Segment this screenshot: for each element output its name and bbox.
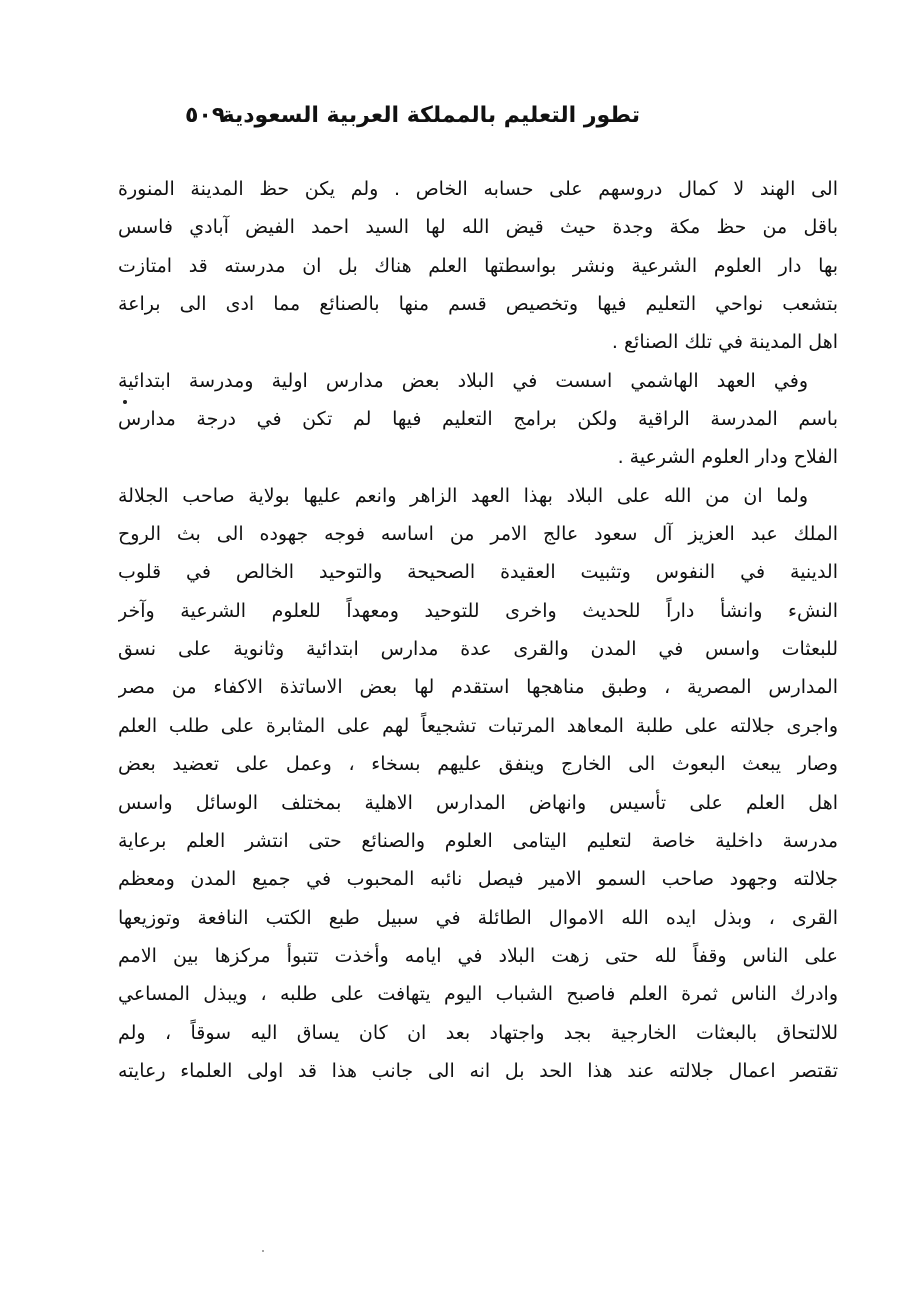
text-line: الملك عبد العزيز آل سعود عالج الامر من اساسه فوجه جهوده الى بث الروح: [118, 523, 838, 546]
text-line: اهل المدينة في تلك الصنائع .: [611, 331, 838, 354]
page-number: ٥٠٩: [185, 103, 226, 128]
text-line: القرى ، وبذل ايده الله الاموال الطائلة في سبيل طبع الكتب النافعة وتوزيعها: [118, 906, 838, 929]
text-line: بها دار العلوم الشرعية ونشر بواسطتها العلم هناك بل ان مدرسته قد امتازت: [118, 254, 838, 277]
scan-speck: [262, 1250, 264, 1252]
text-line: النشء وانشأ داراً للحديث واخرى للتوحيد ومعهداً للعلوم الشرعية وآخر: [118, 599, 838, 622]
text-line: وادرك الناس ثمرة العلم فاصبح الشباب اليوم يتهافت على طلبه ، ويبذل المساعي: [118, 983, 838, 1006]
text-line: الى الهند لا كمال دروسهم على حسابه الخاص . ولم يكن حظ المدينة المنورة: [118, 178, 838, 200]
text-line: باسم المدرسة الراقية ولكن برامج التعليم فيها لم تكن في درجة مدارس: [118, 408, 838, 431]
running-title: تطور التعليم بالمملكة العربية السعودية: [221, 103, 640, 128]
text-line: اهل العلم على تأسيس وانهاض المدارس الاهلية بمختلف الوسائل واسس: [118, 791, 838, 814]
text-line: للبعثات واسس في المدن والقرى عدة مدارس ابتدائية وثانوية على نسق: [118, 638, 838, 661]
text-line: المدارس المصرية ، وطبق مناهجها استقدم لها بعض الاساتذة الاكفاء من مصر: [118, 676, 838, 699]
page-header: [185, 100, 640, 140]
body-text: [118, 170, 838, 1090]
text-line: مدرسة داخلية خاصة لتعليم اليتامى العلوم والصنائع حتى انتشر العلم برعاية: [118, 829, 838, 852]
text-line: جلالته وجهود صاحب السمو الامير فيصل نائبه المحبوب في جميع المدن ومعظم: [118, 868, 838, 891]
text-line: بتشعب نواحي التعليم فيها وتخصيص قسم منها بالصنائع مما ادى الى براعة: [118, 293, 838, 316]
text-line: ولما ان من الله على البلاد بهذا العهد الزاهر وانعم عليها بولاية صاحب الجلالة: [118, 484, 808, 507]
scan-speck: [123, 400, 127, 404]
text-line: وفي العهد الهاشمي اسست في البلاد بعض مدارس اولية ومدرسة ابتدائية: [118, 369, 808, 392]
text-line: الدينية في النفوس وتثبيت العقيدة الصحيحة والتوحيد الخالص في قلوب: [118, 561, 838, 584]
text-line: باقل من حظ مكة وجدة حيث قيض الله لها السيد احمد الفيض آبادي فاسس: [118, 216, 838, 239]
text-line: واجرى جلالته على طلبة المعاهد المرتبات تشجيعاً لهم على المثابرة على طلب العلم: [118, 714, 838, 737]
text-line: للالتحاق بالبعثات الخارجية بجد واجتهاد بعد ان كان يساق اليه سوقاً ، ولم: [118, 1021, 838, 1044]
text-line: وصار يبعث البعوث الى الخارج وينفق عليهم بسخاء ، وعمل على تعضيد بعض: [118, 753, 838, 776]
text-line: الفلاح ودار العلوم الشرعية .: [617, 446, 838, 469]
text-line: على الناس وقفاً لله حتى زهت البلاد في ايامه وأخذت تتبوأ مركزها بين الامم: [118, 944, 838, 967]
text-line: تقتصر اعمال جلالته عند هذا الحد بل انه الى جانب هذا قد اولى العلماء رعايته: [118, 1059, 838, 1082]
